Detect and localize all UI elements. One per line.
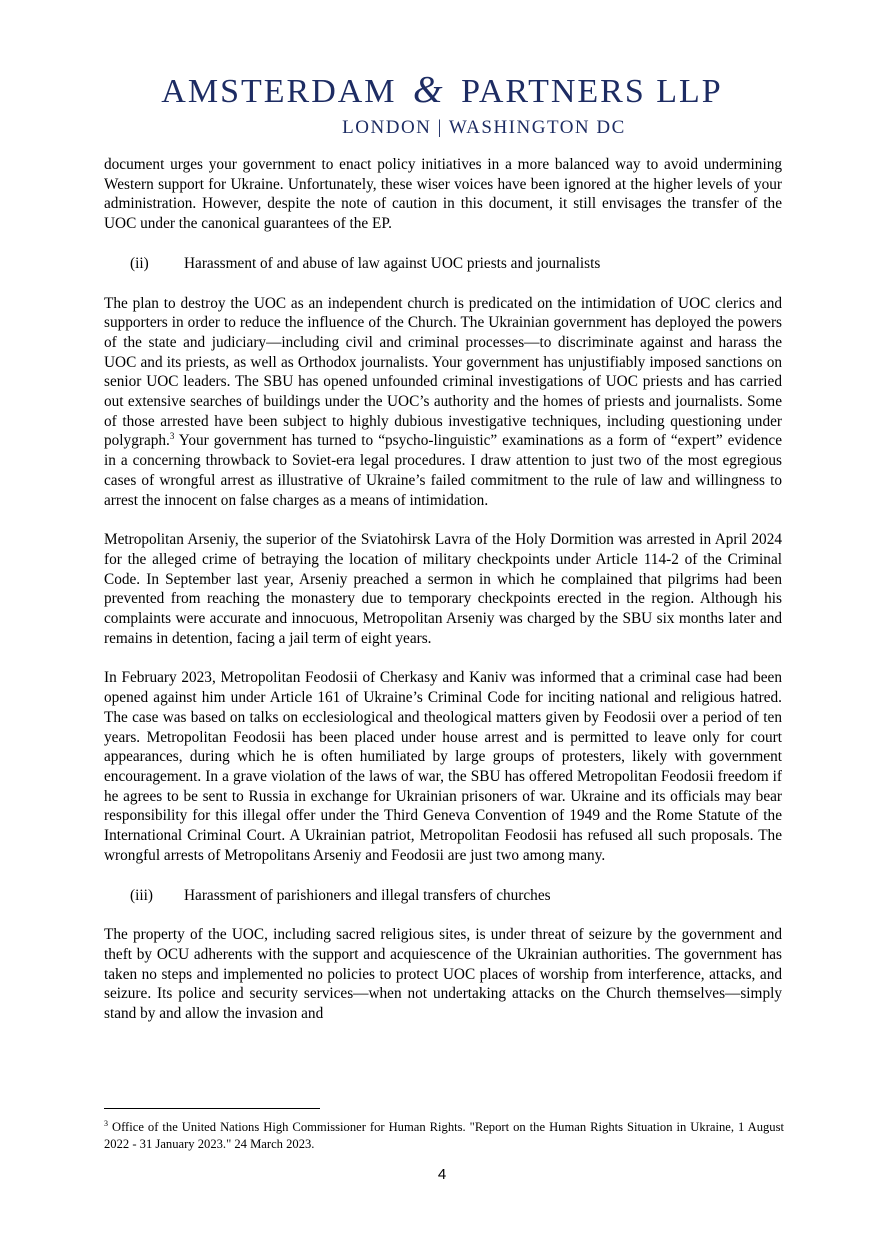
paragraph-4: In February 2023, Metropolitan Feodosii of Cherkasy and Kaniv was informed that a criminal case had been opened against him under Article 161 of Ukraine’s Criminal Code for inciting national and religious hatred. The case was based on talks on ecclesiological and theological matters given by Feodosii over a period of ten years. Metropolitan Feodosii has been placed under house arrest and is permitted to leave only for court appearances, during which he is often humiliated by large groups of protesters, likely with government encouragement. In a grave violation of the laws of war, the SBU has offered Metropolitan Feodosii freedom if he agrees to be sent to Russia in exchange for Ukrainian prisoners of war. Ukraine and its officials may bear responsibility for this illegal offer under the Third Geneva Convention of 1949 and the Rome Statute of the International Criminal Court. A Ukrainian patriot, Metropolitan Feodosii has refused all such proposals. The wrongful arrests of Metropolitans Arseniy and Feodosii are just two among many. [104, 669, 782, 864]
firm-name [0, 70, 884, 112]
letterhead [0, 70, 884, 140]
paragraph-3: Metropolitan Arseniy, the superior of the Sviatohirsk Lavra of the Holy Dormition was arrested in April 2024 for the alleged crime of betraying the location of military checkpoints under Article 114-2 of the Criminal Code. In September last year, Arseniy preached a sermon in which he complained that pilgrims had been prevented from reaching the monastery due to temporary checkpoints erected in the region. Although his complaints were accurate and innocuous, Metropolitan Arseniy was charged by the SBU six months later and remains in detention, facing a jail term of eight years. [104, 531, 782, 647]
page-number: 4 [437, 1166, 447, 1183]
firm-name-part1: AMSTERDAM [161, 73, 397, 110]
section-number: (ii) [130, 254, 149, 272]
firm-name-ampersand: & [413, 69, 445, 111]
paragraph-2-text-b: Your government has turned to “psycho-linguistic” examinations as a form of “expert” evidence in a concerning throwback to Soviet-era legal procedures. I draw attention to just two of the most egregious cases of wrongful arrest as illustrative of Ukraine’s failed commitment to the rule of law and willingness to arrest the innocent on false charges as a means of intimidation. [104, 432, 782, 509]
letter-body [104, 155, 782, 1024]
paragraph-2-text-a: The plan to destroy the UOC as an independent church is predicated on the intimidation of UOC clerics and supporters in order to reduce the influence of the Church. The Ukrainian government has deployed the powers of the state and judiciary—including civil and criminal processes—to discriminate against and harass the UOC and its priests, as well as Orthodox journalists. Your government has unjustifiably imposed sanctions on senior UOC leaders. The SBU has opened unfounded criminal investigations of UOC priests and has carried out extensive searches of buildings under the UOC’s authority and the homes of priests and journalists. Some of those arrested have been subject to highly dubious investigative techniques, including questioning under polygraph. [104, 294, 782, 450]
footnote-marker: 3 [104, 1118, 108, 1128]
section-heading-iii [130, 886, 782, 906]
paragraph-1: document urges your government to enact policy initiatives in a more balanced way to avoid undermining Western support for Ukraine. Unfortunately, these wiser voices have been ignored at the higher levels of your administration. However, despite the note of caution in this document, it still envisages the transfer of the UOC under the canonical guarantees of the EP. [104, 156, 782, 233]
paragraph-2 [104, 294, 782, 511]
section-title: Harassment of parishioners and illegal transfers of churches [184, 886, 551, 904]
section-title: Harassment of and abuse of law against UOC priests and journalists [184, 254, 601, 272]
footnote-divider [104, 1108, 320, 1109]
footnote [104, 1119, 784, 1153]
section-heading-ii [130, 254, 782, 274]
footnote-ref[interactable]: 3 [169, 431, 175, 442]
firm-name-part2: PARTNERS LLP [461, 73, 723, 110]
paragraph-5: The property of the UOC, including sacred religious sites, is under threat of seizure by the government and theft by OCU adherents with the support and acquiescence of the Ukrainian authorities. The government has taken no steps and implemented no policies to protect UOC places of worship from interference, attacks, and seizure. Its police and security services—when not undertaking attacks on the Church themselves—simply stand by and allow the invasion and [104, 926, 782, 1023]
section-number: (iii) [130, 886, 153, 904]
footnote-text: Office of the United Nations High Commissioner for Human Rights. "Report on the Human Rights Situation in Ukraine, 1 August 2022 - 31 January 2023." 24 March 2023. [104, 1120, 784, 1151]
firm-cities: LONDON | WASHINGTON DC [342, 117, 626, 138]
